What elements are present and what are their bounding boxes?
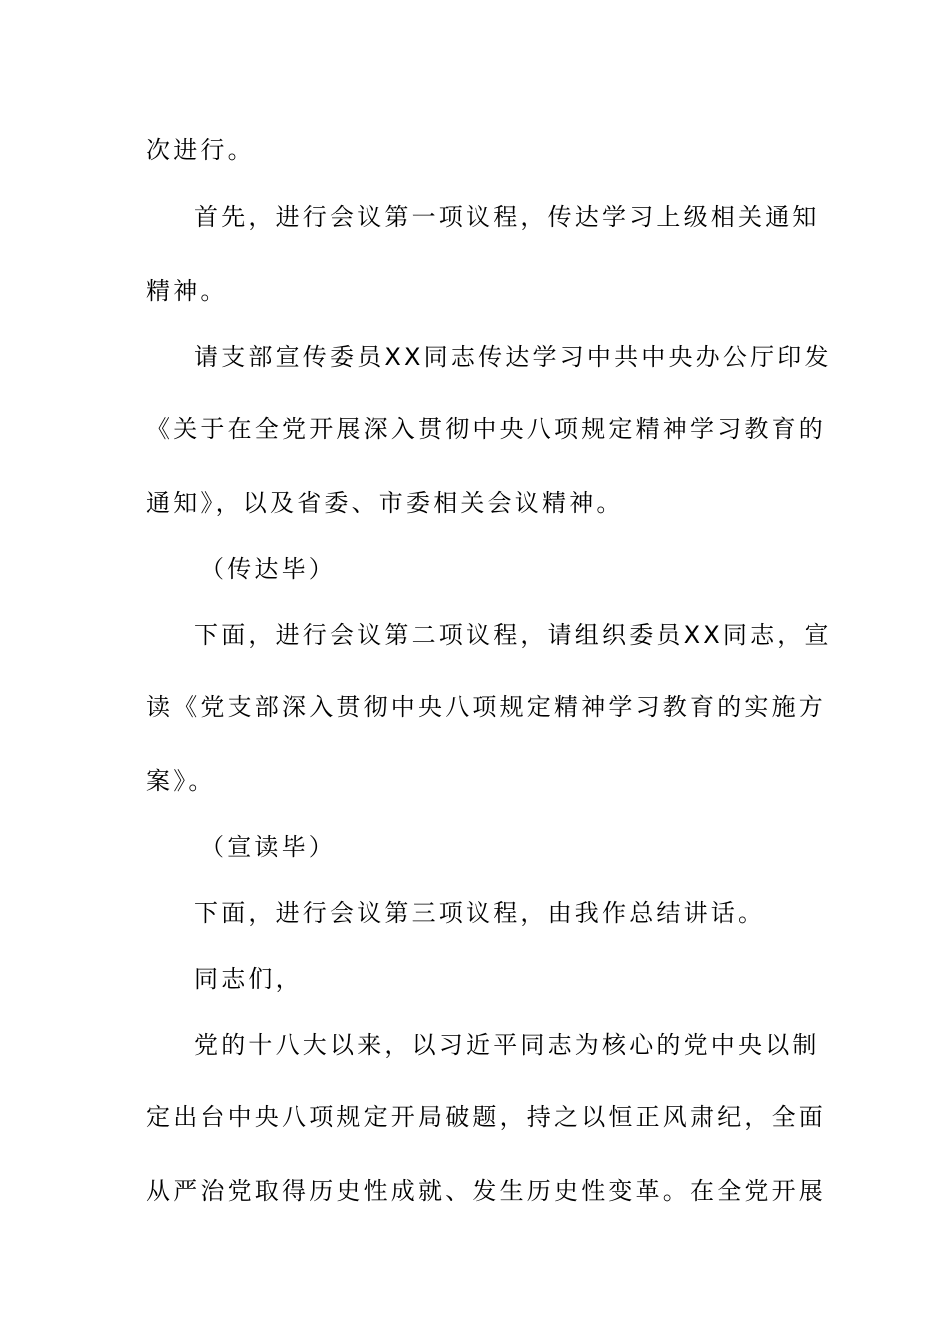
text-line-15: 定出台中央八项规定开局破题，持之以恒正风肃纪，全面 bbox=[146, 1103, 826, 1131]
text-line-11: （宣读毕） bbox=[200, 833, 336, 861]
text-line-3: 精神。 bbox=[146, 277, 228, 305]
text-line-6: 通知》，以及省委、市委相关会议精神。 bbox=[146, 489, 624, 517]
text-line-1: 次进行。 bbox=[146, 136, 255, 164]
text-line-13: 同志们， bbox=[194, 965, 303, 993]
text-line-2: 首先，进行会议第一项议程，传达学习上级相关通知 bbox=[194, 203, 820, 231]
text-line-5: 《关于在全党开展深入贯彻中央八项规定精神学习教育的 bbox=[146, 415, 826, 443]
text-line-8: 下面，进行会议第二项议程，请组织委员XX同志，宣 bbox=[194, 621, 832, 649]
text-line-14: 党的十八大以来，以习近平同志为核心的党中央以制 bbox=[194, 1031, 820, 1059]
text-line-9: 读《党支部深入贯彻中央八项规定精神学习教育的实施方 bbox=[146, 693, 826, 721]
text-line-16: 从严治党取得历史性成就、发生历史性变革。在全党开展 bbox=[146, 1177, 826, 1205]
text-line-12: 下面，进行会议第三项议程，由我作总结讲话。 bbox=[194, 899, 766, 927]
text-line-10: 案》。 bbox=[146, 767, 216, 795]
text-line-4: 请支部宣传委员XX同志传达学习中共中央办公厅印发 bbox=[194, 343, 832, 371]
text-line-7: （传达毕） bbox=[200, 555, 336, 583]
